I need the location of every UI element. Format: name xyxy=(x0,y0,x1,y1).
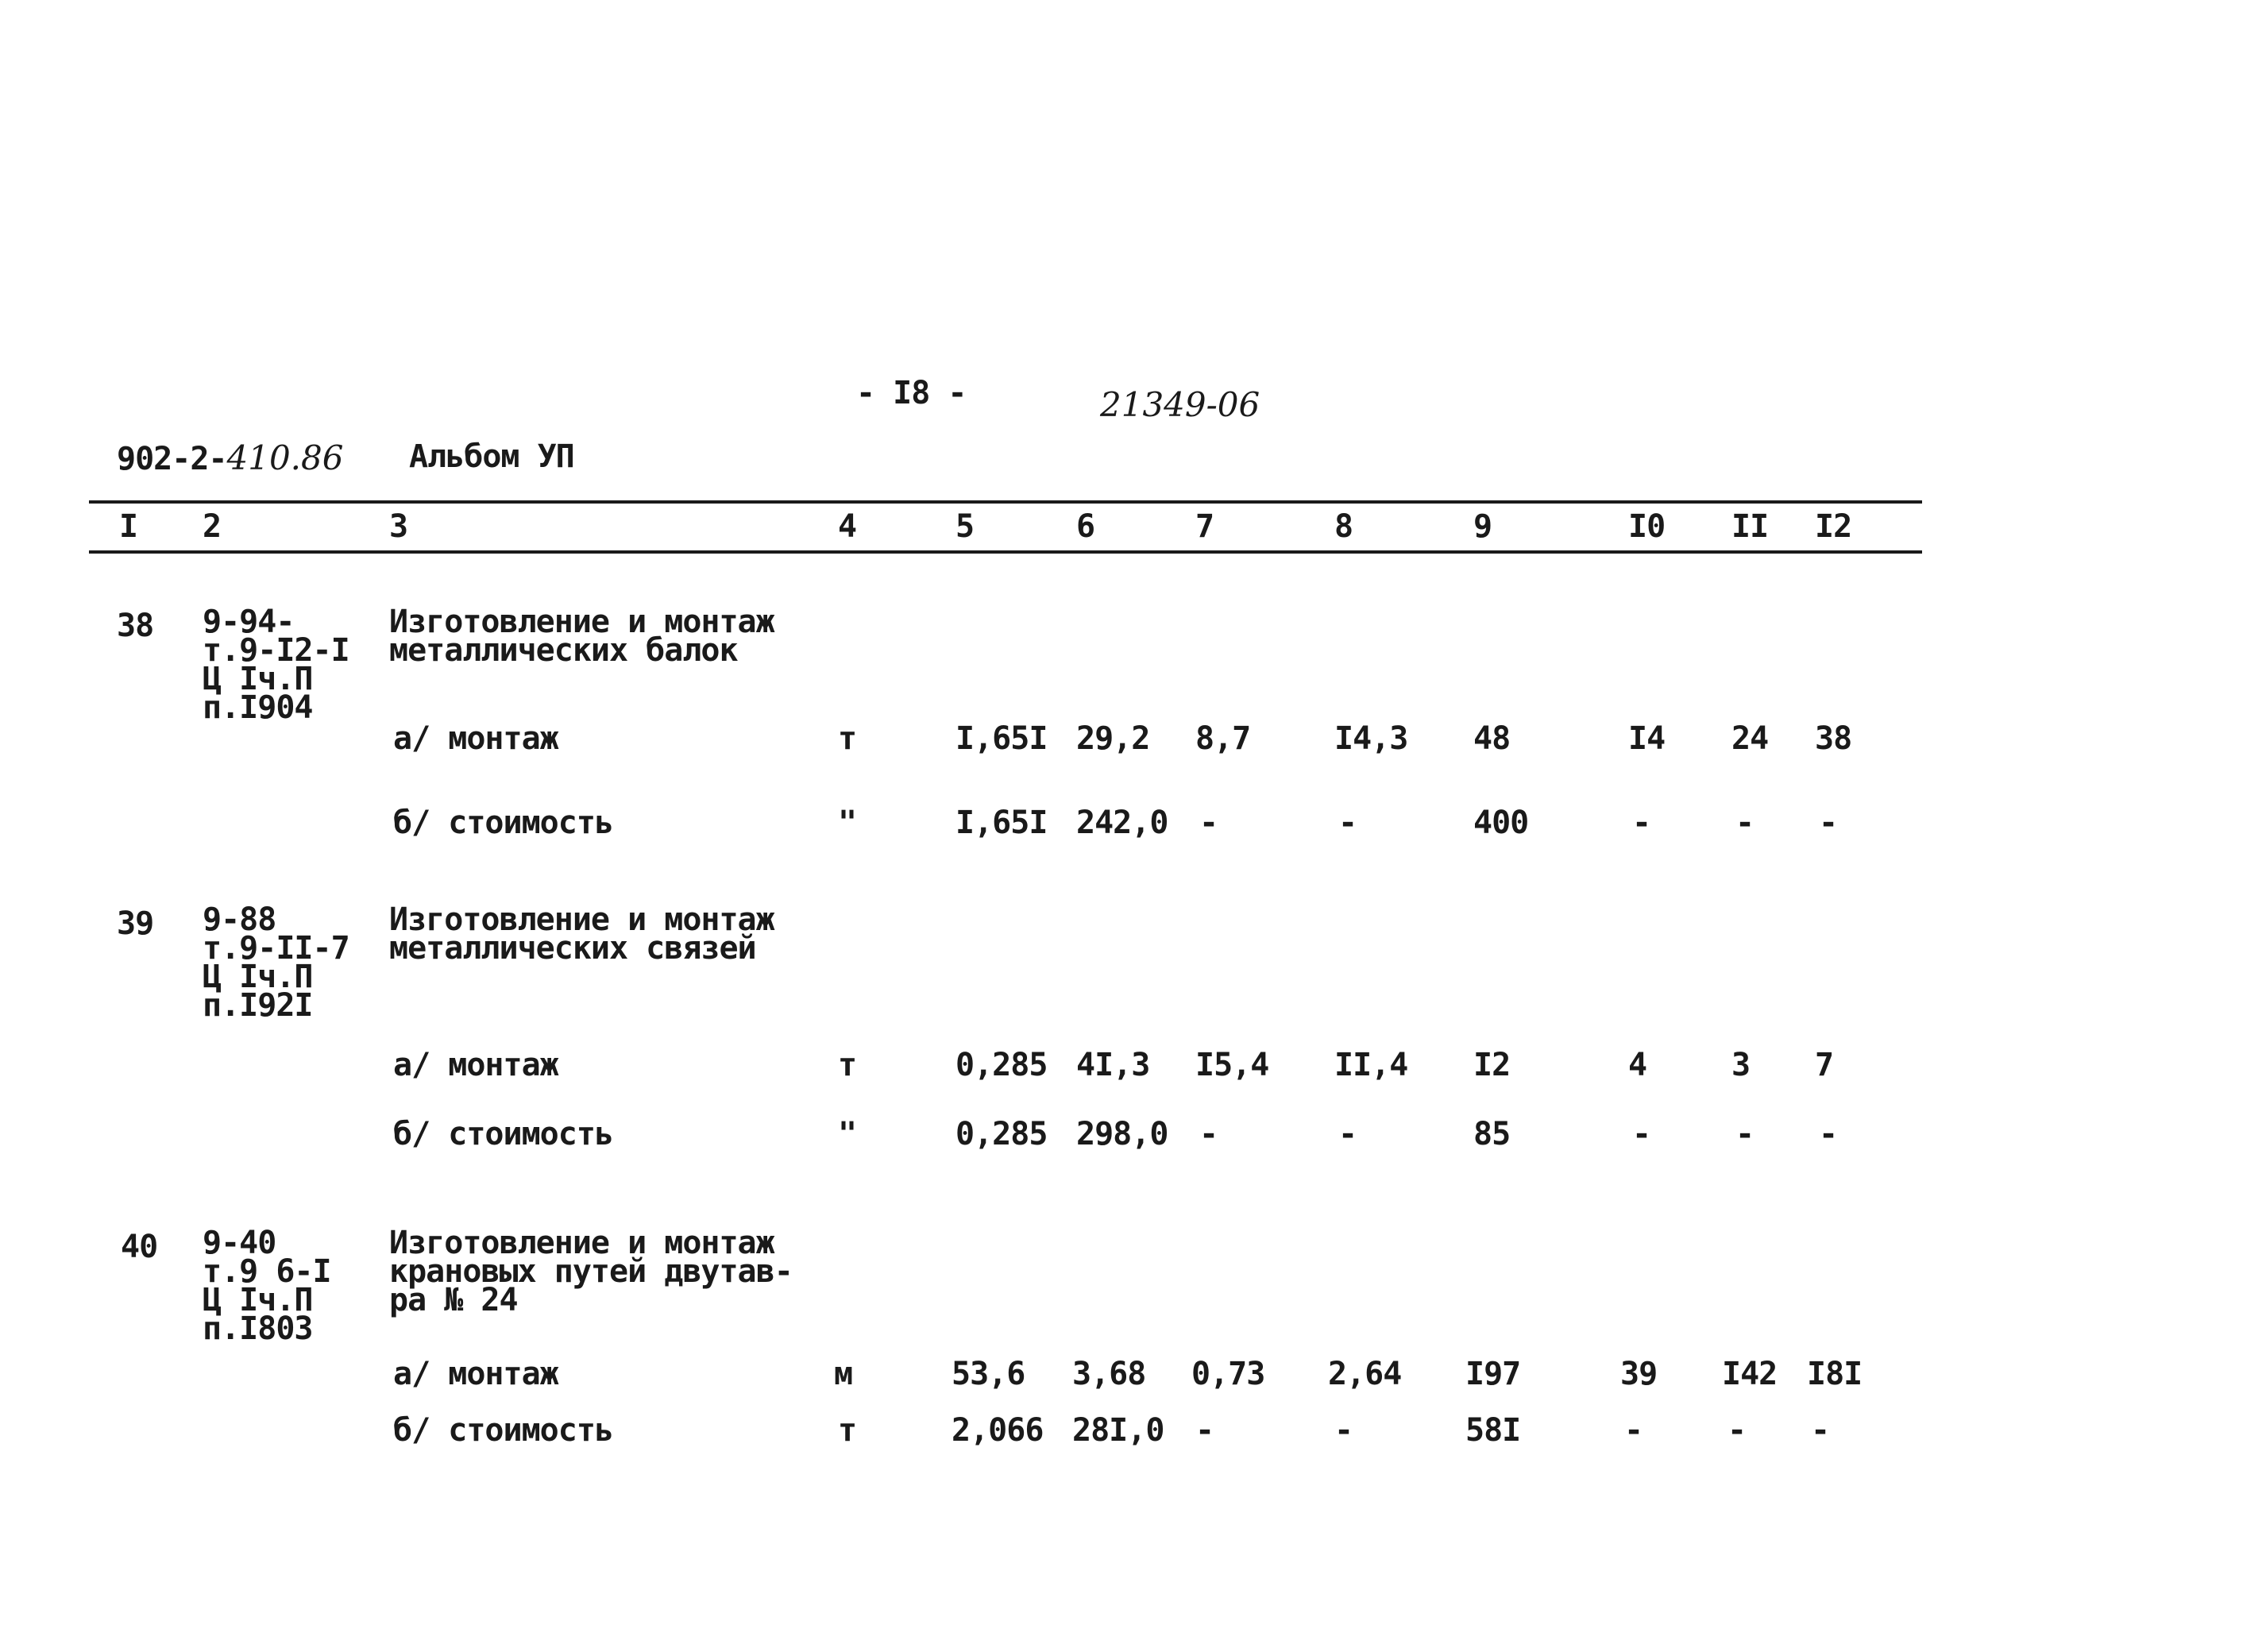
unit: т xyxy=(838,1047,857,1083)
album-label: Альбом УП xyxy=(409,438,574,475)
reference-line: п.I803 xyxy=(203,1310,313,1347)
cell-col12: - xyxy=(1811,1412,1830,1449)
col-header: II xyxy=(1731,508,1769,545)
col-header: 9 xyxy=(1473,508,1492,545)
cell-col5: 2,066 xyxy=(952,1412,1044,1449)
reference-line: п.I904 xyxy=(203,689,313,726)
cell-col11: I42 xyxy=(1722,1356,1778,1392)
cell-col7: - xyxy=(1199,805,1218,841)
subrow-label: б/ стоимость xyxy=(393,1116,613,1152)
col-header: I0 xyxy=(1628,508,1666,545)
cell-col11: 24 xyxy=(1731,720,1769,757)
subrow-label: б/ стоимость xyxy=(393,805,613,841)
unit: т xyxy=(838,720,857,757)
reference-line: Ц Iч.П xyxy=(203,1282,313,1318)
col-header: 6 xyxy=(1076,508,1095,545)
cell-col10: - xyxy=(1632,805,1651,841)
reference-line: Ц Iч.П xyxy=(203,959,313,995)
cell-col8: 2,64 xyxy=(1328,1356,1402,1392)
col-header: 5 xyxy=(955,508,975,545)
cell-col9: I2 xyxy=(1473,1047,1511,1083)
row-number: 39 xyxy=(117,905,154,942)
cell-col10: I4 xyxy=(1628,720,1666,757)
unit: м xyxy=(834,1356,853,1392)
cell-col10: - xyxy=(1632,1116,1651,1152)
col-header: 2 xyxy=(203,508,222,545)
cell-col7: 0,73 xyxy=(1191,1356,1265,1392)
document-code: 21349-06 xyxy=(1100,385,1260,424)
cell-col8: - xyxy=(1334,1412,1353,1449)
row-number: 38 xyxy=(117,608,154,644)
col-header: I xyxy=(119,508,138,545)
cell-col6: 242,0 xyxy=(1076,805,1168,841)
cell-col9: 85 xyxy=(1473,1116,1511,1152)
subrow-label: а/ монтаж xyxy=(393,720,558,757)
work-title xyxy=(389,1225,793,1318)
col-header: 4 xyxy=(838,508,857,545)
reference-code xyxy=(203,901,349,1024)
col-header: 8 xyxy=(1334,508,1353,545)
cell-col5: I,65I xyxy=(955,805,1048,841)
title-line: металлических связей xyxy=(389,930,756,967)
cell-col9: 58I xyxy=(1465,1412,1521,1449)
reference-line: Ц Iч.П xyxy=(203,661,313,697)
cell-col7: 8,7 xyxy=(1195,720,1251,757)
title-line: крановых путей двутав- xyxy=(389,1253,793,1290)
cell-col11: - xyxy=(1735,1116,1755,1152)
cell-col10: - xyxy=(1624,1412,1643,1449)
project-prefix: 902-2- xyxy=(117,441,227,477)
cell-col12: - xyxy=(1819,805,1838,841)
subrow-label: б/ стоимость xyxy=(393,1412,613,1449)
cell-col5: 0,285 xyxy=(955,1047,1048,1083)
cell-col8: - xyxy=(1338,805,1357,841)
title-line: Изготовление и монтаж xyxy=(389,604,774,640)
reference-line: т.9-I2-I xyxy=(203,632,349,669)
col-header: 7 xyxy=(1195,508,1214,545)
subrow-label: а/ монтаж xyxy=(393,1356,558,1392)
cell-col7: - xyxy=(1195,1412,1214,1449)
unit: т xyxy=(838,1412,857,1449)
subrow-label: а/ монтаж xyxy=(393,1047,558,1083)
cell-col9: I97 xyxy=(1465,1356,1521,1392)
cell-col12: - xyxy=(1819,1116,1838,1152)
title-line: ра № 24 xyxy=(389,1282,518,1318)
cell-col11: 3 xyxy=(1731,1047,1751,1083)
header-top-rule xyxy=(89,500,1922,504)
header-bottom-rule xyxy=(89,550,1922,554)
cell-col5: 53,6 xyxy=(952,1356,1025,1392)
reference-line: т.9-II-7 xyxy=(203,930,349,967)
reference-line: п.I92I xyxy=(203,987,313,1024)
cell-col11: - xyxy=(1735,805,1755,841)
cell-col8: - xyxy=(1338,1116,1357,1152)
cell-col6: 29,2 xyxy=(1076,720,1150,757)
cell-col9: 48 xyxy=(1473,720,1511,757)
row-number: 40 xyxy=(121,1229,158,1265)
project-suffix: 410.86 xyxy=(226,438,344,477)
reference-code xyxy=(203,604,349,726)
reference-line: 9-94- xyxy=(203,604,295,640)
cell-col6: 4I,3 xyxy=(1076,1047,1150,1083)
cell-col10: 39 xyxy=(1620,1356,1658,1392)
cell-col12: 38 xyxy=(1815,720,1852,757)
title-line: Изготовление и монтаж xyxy=(389,1225,774,1261)
cell-col6: 28I,0 xyxy=(1072,1412,1164,1449)
cell-col10: 4 xyxy=(1628,1047,1647,1083)
cell-col11: - xyxy=(1727,1412,1747,1449)
cell-col8: I4,3 xyxy=(1334,720,1408,757)
page-number: - I8 - xyxy=(856,375,967,411)
cell-col7: - xyxy=(1199,1116,1218,1152)
cell-col6: 3,68 xyxy=(1072,1356,1146,1392)
reference-line: т.9 6-I xyxy=(203,1253,331,1290)
cell-col5: I,65I xyxy=(955,720,1048,757)
reference-line: 9-40 xyxy=(203,1225,276,1261)
col-header: 3 xyxy=(389,508,408,545)
work-title xyxy=(389,604,774,669)
cell-col6: 298,0 xyxy=(1076,1116,1168,1152)
col-header: I2 xyxy=(1815,508,1852,545)
title-line: металлических балок xyxy=(389,632,738,669)
cell-col12: 7 xyxy=(1815,1047,1834,1083)
title-line: Изготовление и монтаж xyxy=(389,901,774,938)
cell-col7: I5,4 xyxy=(1195,1047,1269,1083)
project-number xyxy=(117,438,343,477)
cell-col8: II,4 xyxy=(1334,1047,1408,1083)
unit: " xyxy=(838,805,857,841)
cell-col5: 0,285 xyxy=(955,1116,1048,1152)
cell-col12: I8I xyxy=(1807,1356,1863,1392)
reference-code xyxy=(203,1225,331,1347)
cell-col9: 400 xyxy=(1473,805,1529,841)
reference-line: 9-88 xyxy=(203,901,276,938)
unit: " xyxy=(838,1116,857,1152)
work-title xyxy=(389,901,774,967)
